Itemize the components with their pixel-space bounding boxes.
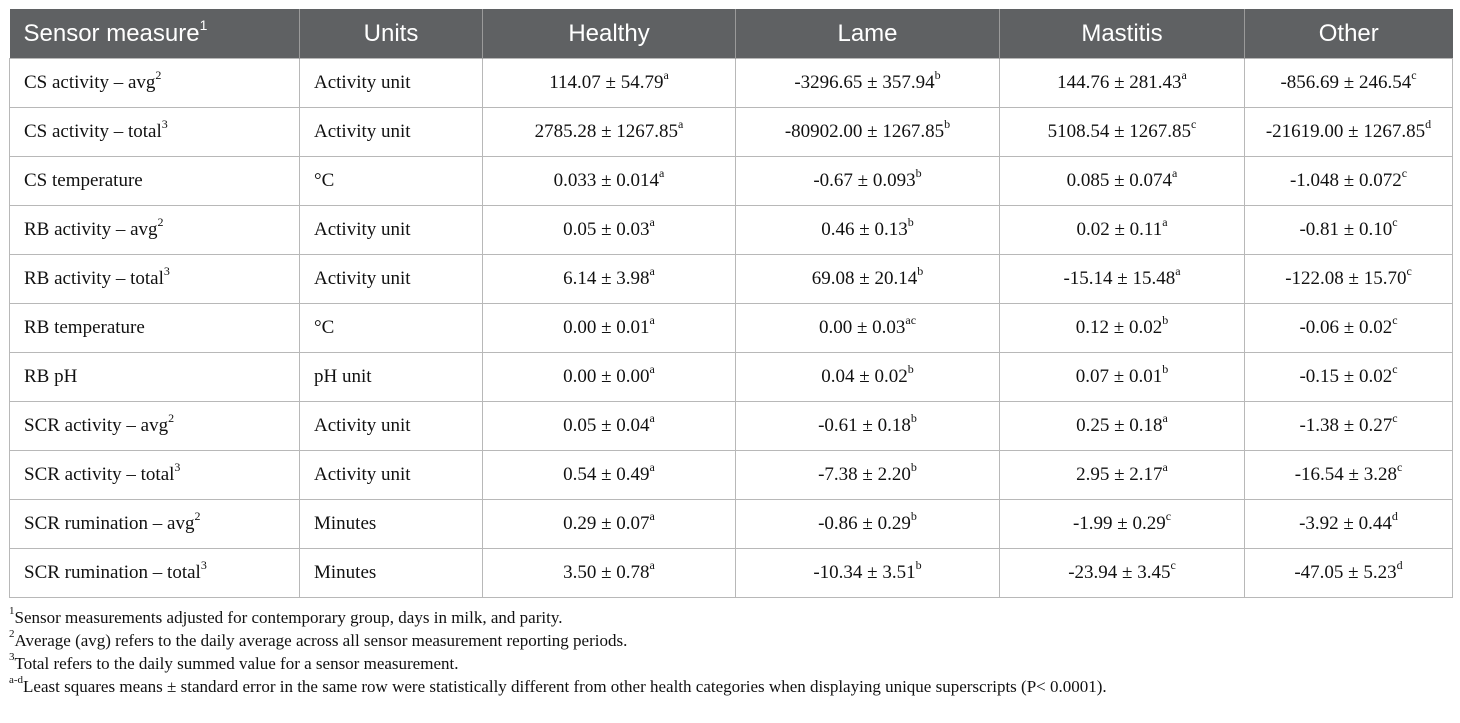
significance-superscript: d — [1391, 508, 1398, 523]
significance-superscript: ac — [905, 312, 917, 327]
sensor-measure-label: SCR rumination – avg — [24, 513, 195, 534]
healthy-value-cell — [483, 59, 736, 108]
healthy-value-cell — [483, 255, 736, 304]
sensor-measure-cell — [10, 451, 300, 500]
footnote-marker: 3 — [174, 459, 181, 474]
significance-superscript: a — [678, 116, 684, 131]
sensor-measure-label: RB activity – total — [24, 268, 164, 289]
sensor-measure-cell — [10, 353, 300, 402]
lsm-value: 0.46 ± 0.13 — [821, 219, 908, 240]
significance-superscript: a — [1172, 165, 1178, 180]
significance-superscript: b — [917, 263, 924, 278]
significance-superscript: a — [649, 214, 655, 229]
significance-superscript: a — [649, 557, 655, 572]
lsm-value: -0.61 ± 0.18 — [818, 415, 911, 436]
lame-value-cell — [736, 255, 1000, 304]
lsm-value: -23.94 ± 3.45 — [1068, 562, 1171, 583]
significance-superscript: d — [1396, 557, 1403, 572]
other-value-cell — [1245, 255, 1453, 304]
footnotes — [9, 606, 1452, 698]
header-lame: Lame — [736, 9, 1000, 59]
footnote-marker: 2 — [9, 628, 15, 641]
sensor-measure-cell — [10, 255, 300, 304]
significance-superscript: a — [649, 312, 655, 327]
significance-superscript: a — [649, 361, 655, 376]
lsm-value: 6.14 ± 3.98 — [563, 268, 650, 289]
lame-value-cell — [736, 157, 1000, 206]
table-row — [10, 59, 1453, 108]
other-value-cell — [1245, 500, 1453, 549]
lame-value-cell — [736, 451, 1000, 500]
healthy-value-cell — [483, 549, 736, 598]
footnote-line — [9, 675, 1452, 698]
mastitis-value-cell — [1000, 59, 1245, 108]
units-cell: Activity unit — [300, 206, 483, 255]
sensor-measure-label: SCR activity – total — [24, 464, 175, 485]
lame-value-cell — [736, 304, 1000, 353]
significance-superscript: c — [1392, 361, 1398, 376]
footnote-marker: a-d — [9, 674, 24, 687]
units-cell: °C — [300, 157, 483, 206]
lsm-value: -0.15 ± 0.02 — [1299, 366, 1393, 387]
mastitis-value-cell — [1000, 451, 1245, 500]
table-row — [10, 402, 1453, 451]
other-value-cell — [1245, 108, 1453, 157]
footnote-line — [9, 606, 1452, 629]
footnote-marker: 1 — [9, 605, 15, 618]
table-row — [10, 255, 1453, 304]
lsm-value: -1.99 ± 0.29 — [1072, 513, 1166, 534]
lsm-value: 0.25 ± 0.18 — [1076, 415, 1163, 436]
significance-superscript: a — [1181, 67, 1187, 82]
table-row — [10, 206, 1453, 255]
significance-superscript: a — [1162, 214, 1168, 229]
lsm-value: 0.29 ± 0.07 — [563, 513, 650, 534]
healthy-value-cell — [483, 304, 736, 353]
lsm-value: 2.95 ± 2.17 — [1076, 464, 1163, 485]
lsm-value: -15.14 ± 15.48 — [1063, 268, 1176, 289]
sensor-measure-label: CS activity – total — [24, 121, 162, 142]
significance-superscript: a — [649, 459, 655, 474]
lsm-value: 0.00 ± 0.03 — [818, 317, 906, 338]
sensor-measure-label: RB activity – avg — [24, 219, 158, 240]
sensor-measure-cell — [10, 304, 300, 353]
sensor-measure-cell — [10, 402, 300, 451]
mastitis-value-cell — [1000, 255, 1245, 304]
lsm-value: 144.76 ± 281.43 — [1057, 72, 1182, 93]
units-cell: Activity unit — [300, 451, 483, 500]
significance-superscript: c — [1411, 67, 1417, 82]
footnote-line — [9, 652, 1452, 675]
lsm-value: 0.05 ± 0.03 — [563, 219, 650, 240]
footnote-marker: 3 — [161, 116, 168, 131]
lame-value-cell — [736, 206, 1000, 255]
significance-superscript: c — [1170, 557, 1176, 572]
significance-superscript: b — [1162, 361, 1169, 376]
sensor-measure-cell — [10, 549, 300, 598]
healthy-value-cell — [483, 500, 736, 549]
other-value-cell — [1245, 157, 1453, 206]
footnote-marker: 2 — [155, 67, 162, 82]
other-value-cell — [1245, 353, 1453, 402]
footnote-marker: 2 — [194, 508, 201, 523]
lame-value-cell — [736, 59, 1000, 108]
units-cell: Activity unit — [300, 59, 483, 108]
lsm-value: 0.12 ± 0.02 — [1075, 317, 1163, 338]
sensor-measures-table — [9, 9, 1453, 598]
sensor-measure-cell — [10, 157, 300, 206]
significance-superscript: b — [910, 508, 917, 523]
table-row — [10, 157, 1453, 206]
significance-superscript: c — [1191, 116, 1197, 131]
other-value-cell — [1245, 206, 1453, 255]
lsm-value: 0.00 ± 0.00 — [563, 366, 650, 387]
table-row — [10, 304, 1453, 353]
mastitis-value-cell — [1000, 108, 1245, 157]
healthy-value-cell — [483, 157, 736, 206]
lsm-value: -122.08 ± 15.70 — [1285, 268, 1407, 289]
header-other: Other — [1245, 9, 1453, 59]
lame-value-cell — [736, 549, 1000, 598]
lame-value-cell — [736, 108, 1000, 157]
sensor-measure-label: SCR activity – avg — [24, 415, 169, 436]
other-value-cell — [1245, 304, 1453, 353]
table-row — [10, 451, 1453, 500]
significance-superscript: a — [649, 508, 655, 523]
units-cell: Activity unit — [300, 255, 483, 304]
mastitis-value-cell — [1000, 500, 1245, 549]
significance-superscript: b — [910, 410, 917, 425]
lsm-value: -1.048 ± 0.072 — [1289, 170, 1402, 191]
sensor-measure-cell — [10, 108, 300, 157]
lsm-value: 2785.28 ± 1267.85 — [534, 121, 679, 142]
units-cell: Minutes — [300, 549, 483, 598]
units-cell: Activity unit — [300, 108, 483, 157]
lsm-value: 0.07 ± 0.01 — [1075, 366, 1163, 387]
significance-superscript: b — [907, 214, 914, 229]
other-value-cell — [1245, 402, 1453, 451]
mastitis-value-cell — [1000, 549, 1245, 598]
significance-superscript: a — [659, 165, 665, 180]
mastitis-value-cell — [1000, 304, 1245, 353]
significance-superscript: b — [944, 116, 951, 131]
mastitis-value-cell — [1000, 353, 1245, 402]
significance-superscript: b — [1162, 312, 1169, 327]
sensor-measure-label: CS activity – avg — [24, 72, 156, 93]
lsm-value: -0.86 ± 0.29 — [818, 513, 911, 534]
units-cell: °C — [300, 304, 483, 353]
table-body — [10, 59, 1453, 598]
significance-superscript: c — [1392, 214, 1398, 229]
lsm-value: 0.00 ± 0.01 — [563, 317, 650, 338]
significance-superscript: b — [934, 67, 941, 82]
header-healthy: Healthy — [483, 9, 736, 59]
lsm-value: -10.34 ± 3.51 — [813, 562, 916, 583]
lsm-value: -856.69 ± 246.54 — [1280, 72, 1412, 93]
significance-superscript: d — [1425, 116, 1432, 131]
lsm-value: 5108.54 ± 1267.85 — [1047, 121, 1192, 142]
footnote-text: Average (avg) refers to the daily average across all sensor measurement reporting periods. — [14, 631, 628, 650]
header-mastitis: Mastitis — [1000, 9, 1245, 59]
lsm-value: -16.54 ± 3.28 — [1294, 464, 1397, 485]
lsm-value: 0.033 ± 0.014 — [553, 170, 660, 191]
lsm-value: -47.05 ± 5.23 — [1294, 562, 1397, 583]
significance-superscript: b — [915, 557, 922, 572]
significance-superscript: b — [910, 459, 917, 474]
table-row — [10, 549, 1453, 598]
lsm-value: 3.50 ± 0.78 — [563, 562, 650, 583]
lsm-value: 114.07 ± 54.79 — [549, 72, 664, 93]
significance-superscript: c — [1406, 263, 1412, 278]
sensor-measure-cell — [10, 206, 300, 255]
significance-superscript: a — [1175, 263, 1181, 278]
lsm-value: -3.92 ± 0.44 — [1299, 513, 1392, 534]
lame-value-cell — [736, 353, 1000, 402]
lsm-value: -3296.65 ± 357.94 — [794, 72, 935, 93]
mastitis-value-cell — [1000, 157, 1245, 206]
footnote-marker: 3 — [9, 651, 15, 664]
sensor-measure-cell — [10, 59, 300, 108]
lsm-value: 0.04 ± 0.02 — [821, 366, 908, 387]
footnote-marker: 2 — [168, 410, 175, 425]
lsm-value: 69.08 ± 20.14 — [811, 268, 918, 289]
other-value-cell — [1245, 549, 1453, 598]
footnote-text: Total refers to the daily summed value for a sensor measurement. — [14, 654, 459, 673]
sensor-measure-label: CS temperature — [24, 170, 143, 191]
header-units: Units — [300, 9, 483, 59]
significance-superscript: a — [649, 263, 655, 278]
lsm-value: -0.06 ± 0.02 — [1299, 317, 1393, 338]
units-cell: Activity unit — [300, 402, 483, 451]
significance-superscript: a — [1162, 410, 1168, 425]
table-container — [9, 9, 1452, 698]
lsm-value: 0.02 ± 0.11 — [1076, 219, 1163, 240]
footnote-marker: 3 — [163, 263, 170, 278]
other-value-cell — [1245, 59, 1453, 108]
lsm-value: -0.81 ± 0.10 — [1299, 219, 1393, 240]
significance-superscript: b — [907, 361, 914, 376]
units-cell: pH unit — [300, 353, 483, 402]
lsm-value: -0.67 ± 0.093 — [813, 170, 916, 191]
mastitis-value-cell — [1000, 206, 1245, 255]
sensor-measure-label: RB pH — [24, 366, 78, 387]
healthy-value-cell — [483, 353, 736, 402]
lsm-value: 0.05 ± 0.04 — [563, 415, 650, 436]
table-row — [10, 500, 1453, 549]
mastitis-value-cell — [1000, 402, 1245, 451]
other-value-cell — [1245, 451, 1453, 500]
lsm-value: -80902.00 ± 1267.85 — [784, 121, 945, 142]
sensor-measure-label: RB temperature — [24, 317, 145, 338]
footnote-text: Sensor measurements adjusted for contemporary group, days in milk, and parity. — [14, 608, 563, 627]
footnote-marker: 3 — [200, 557, 207, 572]
significance-superscript: a — [663, 67, 669, 82]
lsm-value: -1.38 ± 0.27 — [1299, 415, 1393, 436]
sensor-measure-label: SCR rumination – total — [24, 562, 201, 583]
healthy-value-cell — [483, 451, 736, 500]
footnote-marker: 2 — [157, 214, 164, 229]
sensor-measure-cell — [10, 500, 300, 549]
header-row — [10, 9, 1453, 59]
units-cell: Minutes — [300, 500, 483, 549]
significance-superscript: a — [1162, 459, 1168, 474]
footnote-text: Least squares means ± standard error in the same row were statistically different from other health categories when displaying unique superscripts (P< 0.0001). — [23, 677, 1107, 696]
table-row — [10, 108, 1453, 157]
lsm-value: 0.085 ± 0.074 — [1066, 170, 1173, 191]
significance-superscript: c — [1401, 165, 1408, 180]
lsm-value: -21619.00 ± 1267.85 — [1265, 121, 1426, 142]
significance-superscript: b — [915, 165, 922, 180]
significance-superscript: c — [1165, 508, 1172, 523]
footnote-line — [9, 629, 1452, 652]
lame-value-cell — [736, 500, 1000, 549]
significance-superscript: a — [649, 410, 655, 425]
lsm-value: -7.38 ± 2.20 — [818, 464, 911, 485]
healthy-value-cell — [483, 108, 736, 157]
significance-superscript: c — [1392, 410, 1398, 425]
significance-superscript: c — [1396, 459, 1403, 474]
healthy-value-cell — [483, 402, 736, 451]
lame-value-cell — [736, 402, 1000, 451]
significance-superscript: c — [1392, 312, 1398, 327]
table-row — [10, 353, 1453, 402]
header-sensor-measure: Sensor measure$^1$ — [10, 9, 300, 59]
lsm-value: 0.54 ± 0.49 — [563, 464, 650, 485]
healthy-value-cell — [483, 206, 736, 255]
